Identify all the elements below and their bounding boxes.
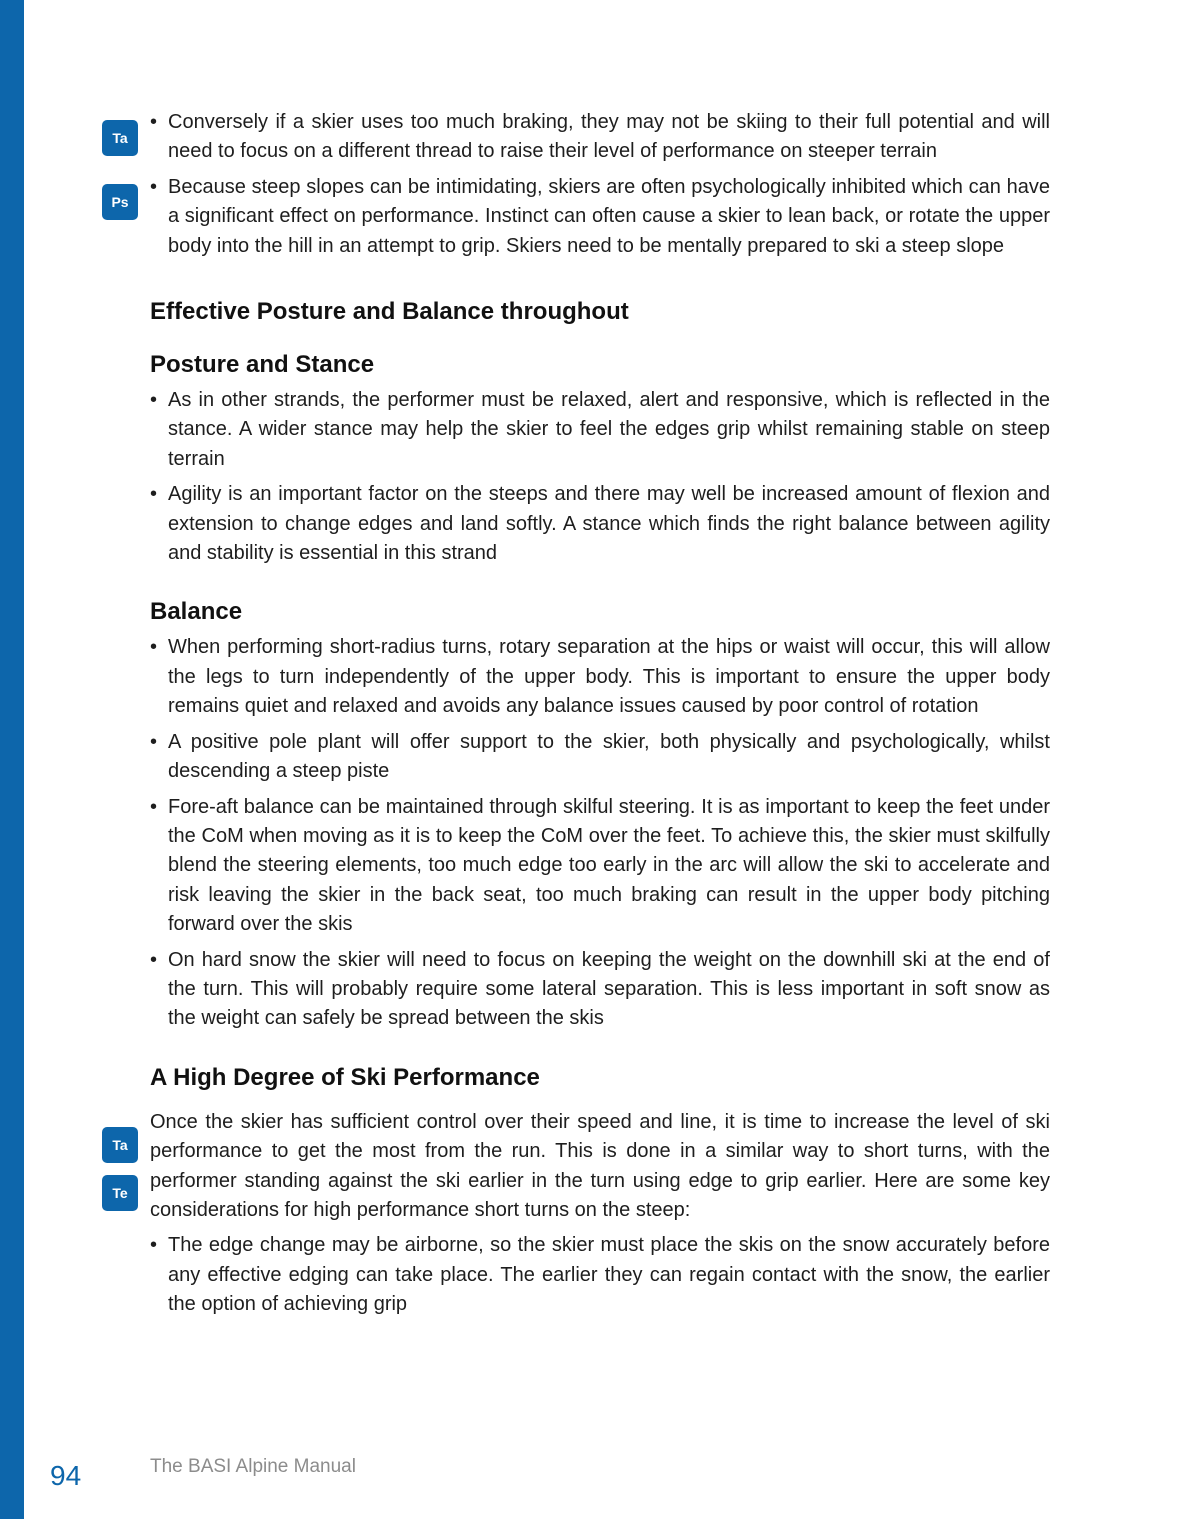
- performance-paragraph: Once the skier has sufficient control over their speed and line, it is time to increase the level of ski performance to get the most from the run. This is done in a similar way to short turns, with the performer standing against the ski earlier in the turn using edge to grip earlier. Here are some key considerations for high performance short turns on the steep:: [150, 1110, 1050, 1221]
- list-item: • Conversely if a skier uses too much braking, they may not be skiing to their full potential and will need to focus on a different thread to raise their level of performance on steeper terrain: [150, 108, 1050, 167]
- bullet-text: Fore-aft balance can be maintained through skilful steering. It is as important to keep the feet under the CoM when moving as it is to keep the CoM over the feet. To achieve this, the skier must skilfully blend the steering elements, too much edge too early in the arc will allow the ski to accelerate and risk leaving the skier in the back seat, too much braking can result in the upper body pitching forward over the skis: [168, 795, 1050, 936]
- list-item: • On hard snow the skier will need to focus on keeping the weight on the downhill ski at the end of the turn. This will probably require some lateral separation. This is less important in soft snow as the weight can safely be spread between the skis: [150, 946, 1050, 1034]
- section-heading: Effective Posture and Balance throughout: [150, 298, 629, 326]
- technical-badge: Te: [102, 1175, 138, 1211]
- intro-list: [150, 108, 1050, 261]
- bullet-text: The edge change may be airborne, so the skier must place the skis on the snow accurately before any effective edging can take place. The earlier they can regain contact with the snow, the earlier the option of achieving grip: [168, 1234, 1050, 1316]
- tactics-badge: Ta: [102, 1127, 138, 1163]
- performance-list: [150, 1231, 1050, 1319]
- psychological-badge: Ps: [102, 184, 138, 220]
- bullet-text: As in other strands, the performer must be relaxed, alert and responsive, which is reflected in the stance. A wider stance may help the skier to feel the edges grip whilst remaining stable on steep terrain: [168, 389, 1050, 470]
- page-number: 94: [50, 1460, 82, 1491]
- bullet-text: On hard snow the skier will need to focus on keeping the weight on the downhill ski at the end of the turn. This will probably require some lateral separation. This is less important in soft snow as the weight can safely be spread between the skis: [168, 948, 1050, 1030]
- list-item: • The edge change may be airborne, so the skier must place the skis on the snow accurately before any effective edging can take place. The earlier they can regain contact with the snow, the earlier the option of achieving grip: [150, 1231, 1050, 1319]
- footer-title: The BASI Alpine Manual: [150, 1456, 356, 1477]
- list-item: • Agility is an important factor on the steeps and there may well be increased amount of flexion and extension to change edges and land softly. A stance which finds the right balance between agility and stability is essential in this strand: [150, 480, 1050, 568]
- bullet-text: Agility is an important factor on the steeps and there may well be increased amount of flexion and extension to change edges and land softly. A stance which finds the right balance between agility and stability is essential in this strand: [168, 483, 1050, 565]
- page-content: [150, 108, 1050, 1326]
- balance-list: [150, 633, 1050, 1033]
- balance-heading: Balance: [150, 598, 243, 626]
- list-item: • A positive pole plant will offer support to the skier, both physically and psychologically, whilst descending a steep piste: [150, 728, 1050, 787]
- bullet-text: When performing short-radius turns, rotary separation at the hips or waist will occur, this will allow the legs to turn independently of the upper body. This is important to ensure the upper body remains quiet and relaxed and avoids any balance issues caused by poor control of rotation: [168, 636, 1050, 718]
- bullet-text: Because steep slopes can be intimidating, skiers are often psychologically inhibited which can have a significant effect on performance. Instinct can often cause a skier to lean back, or rotate the upper body into the hill in an attempt to grip. Skiers need to be mentally prepared to ski a steep slope: [168, 175, 1050, 257]
- page-edge-bar: [0, 0, 24, 1519]
- posture-list: [150, 386, 1050, 568]
- list-item: • When performing short-radius turns, rotary separation at the hips or waist will occur, this will allow the legs to turn independently of the upper body. This is important to ensure the upper body remains quiet and relaxed and avoids any balance issues caused by poor control of rotation: [150, 633, 1050, 721]
- bullet-text: Conversely if a skier uses too much braking, they may not be skiing to their full potential and will need to focus on a different thread to raise their level of performance on steeper terrain: [168, 111, 1050, 163]
- list-item: • As in other strands, the performer must be relaxed, alert and responsive, which is reflected in the stance. A wider stance may help the skier to feel the edges grip whilst remaining stable on steep terrain: [150, 386, 1050, 474]
- posture-heading: Posture and Stance: [150, 351, 375, 379]
- bullet-text: A positive pole plant will offer support to the skier, both physically and psychologically, whilst descending a steep piste: [168, 730, 1050, 783]
- list-item: • Because steep slopes can be intimidating, skiers are often psychologically inhibited which can have a significant effect on performance. Instinct can often cause a skier to lean back, or rotate the upper body into the hill in an attempt to grip. Skiers need to be mentally prepared to ski a steep slope: [150, 173, 1050, 261]
- tactics-badge: Ta: [102, 120, 138, 156]
- list-item: • Fore-aft balance can be maintained through skilful steering. It is as important to keep the feet under the CoM when moving as it is to keep the CoM over the feet. To achieve this, the skier must skilfully blend the steering elements, too much edge too early in the arc will allow the ski to accelerate and risk leaving the skier in the back seat, too much braking can result in the upper body pitching forward over the skis: [150, 793, 1050, 940]
- performance-heading: A High Degree of Ski Performance: [150, 1063, 540, 1091]
